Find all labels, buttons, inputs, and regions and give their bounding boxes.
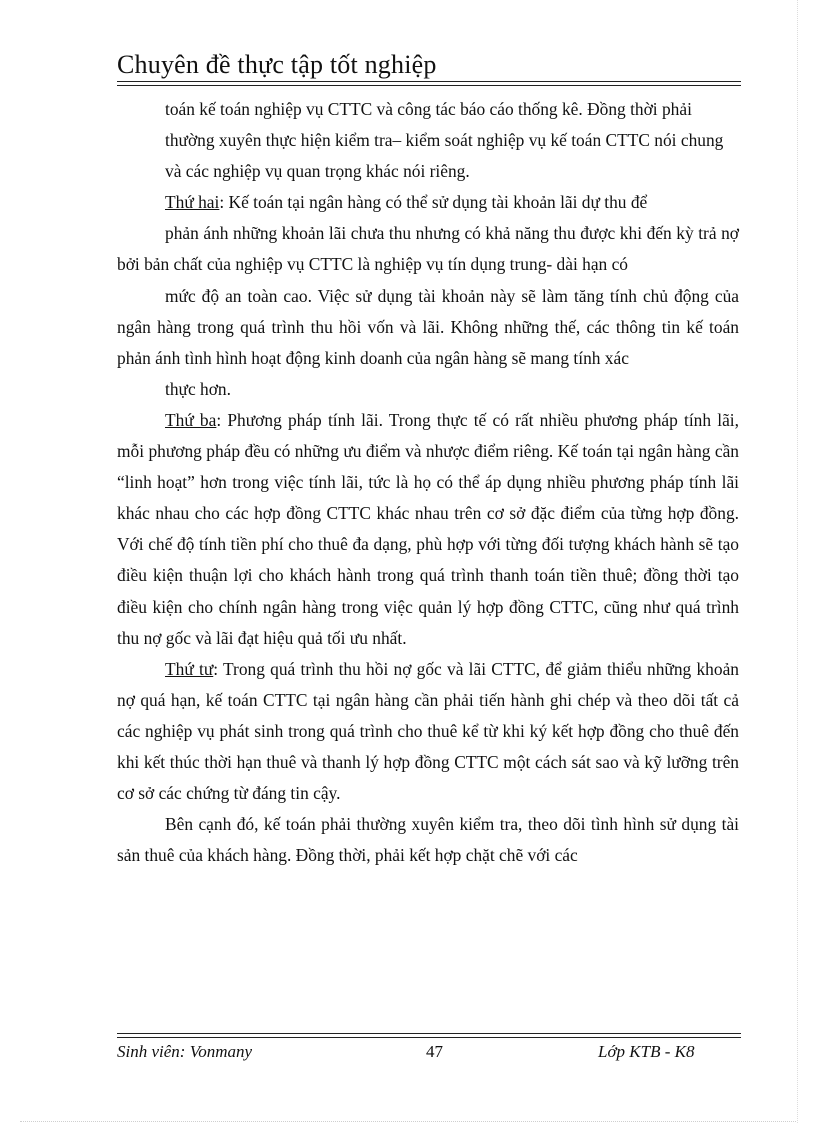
paragraph: phản ánh những khoản lãi chưa thu nhưng có khả năng thu được khi đến kỳ trả nợ bởi bản chất của nghiệp vụ CTTC là nghiệp vụ tín dụng trung- dài hạn có [117,223,739,275]
paragraph-lead: Thứ ba [165,409,217,430]
paragraph-lead: Thứ tư [165,658,214,679]
footer-rule [117,1033,741,1034]
paragraph: và các nghiệp vụ quan trọng khác nói riêng. [165,161,470,182]
header-rule [117,81,741,82]
page-right-edge [797,0,798,1123]
paragraph-lead: Thứ hai [165,192,220,213]
header-rule-double [117,85,741,86]
footer-rule-double [117,1037,741,1038]
paragraph: toán kế toán nghiệp vụ CTTC và công tác báo cáo thống kê. Đồng thời phải [165,99,692,119]
page-bottom-edge [20,1121,796,1122]
paragraph: thực hơn. [165,378,231,399]
paragraph: Thứ tư: Trong quá trình thu hồi nợ gốc và lãi CTTC, để giảm thiểu những khoản nợ quá hạn, kế toán CTTC tại ngân hàng cần phải tiến hành ghi chép và theo dõi tất cả các nghiệp vụ phát sinh trong quá trình cho thuê kể từ khi ký kết hợp đồng cho thuê đến khi kết thúc thời hạn thuê và thanh lý hợp đồng CTTC một cách sát sao và kỹ lưỡng trên cơ sở các chứng từ đáng tin cậy. [117,658,739,804]
paragraph: thường xuyên thực hiện kiểm tra– kiểm soát nghiệp vụ kế toán CTTC nói chung [165,130,724,151]
page-header-title: Chuyên đề thực tập tốt nghiệp [117,50,437,79]
paragraph: Thứ hai: Kế toán tại ngân hàng có thể sử dụng tài khoản lãi dự thu để [165,192,648,213]
footer-page-number: 47 [426,1042,443,1061]
body-text [117,94,739,871]
footer-class: Lớp KTB - K8 [598,1042,695,1061]
footer-student: Sinh viên: Vonmany [117,1042,253,1061]
paragraph: mức độ an toàn cao. Việc sử dụng tài khoản này sẽ làm tăng tính chủ động của ngân hàng trong quá trình thu hồi vốn và lãi. Không những thế, các thông tin kế toán phản ánh tình hình hoạt động kinh doanh của ngân hàng sẽ mang tính xác [117,285,739,368]
paragraph: Bên cạnh đó, kế toán phải thường xuyên kiểm tra, theo dõi tình hình sử dụng tài sản thuê của khách hàng. Đồng thời, phải kết hợp chặt chẽ với các [117,814,739,866]
paragraph: Thứ ba: Phương pháp tính lãi. Trong thực tế có rất nhiều phương pháp tính lãi, mỗi phương pháp đều có những ưu điểm và nhược điểm riêng. Kế toán tại ngân hàng cần “linh hoạt” hơn trong việc tính lãi, tức là họ có thể áp dụng nhiều phương pháp tính lãi khác nhau cho các hợp đồng CTTC khác nhau trên cơ sở đặc điểm của từng hợp đồng. Với chế độ tính tiền phí cho thuê đa dạng, phù hợp với từng đối tượng khách hành sẽ tạo điều kiện thuận lợi cho khách hành trong quá trình thanh toán tiền thuê; đồng thời tạo điều kiện cho chính ngân hàng trong việc quản lý hợp đồng CTTC, cũng như quá trình thu nợ gốc và lãi đạt hiệu quả tối ưu nhất. [117,409,739,648]
